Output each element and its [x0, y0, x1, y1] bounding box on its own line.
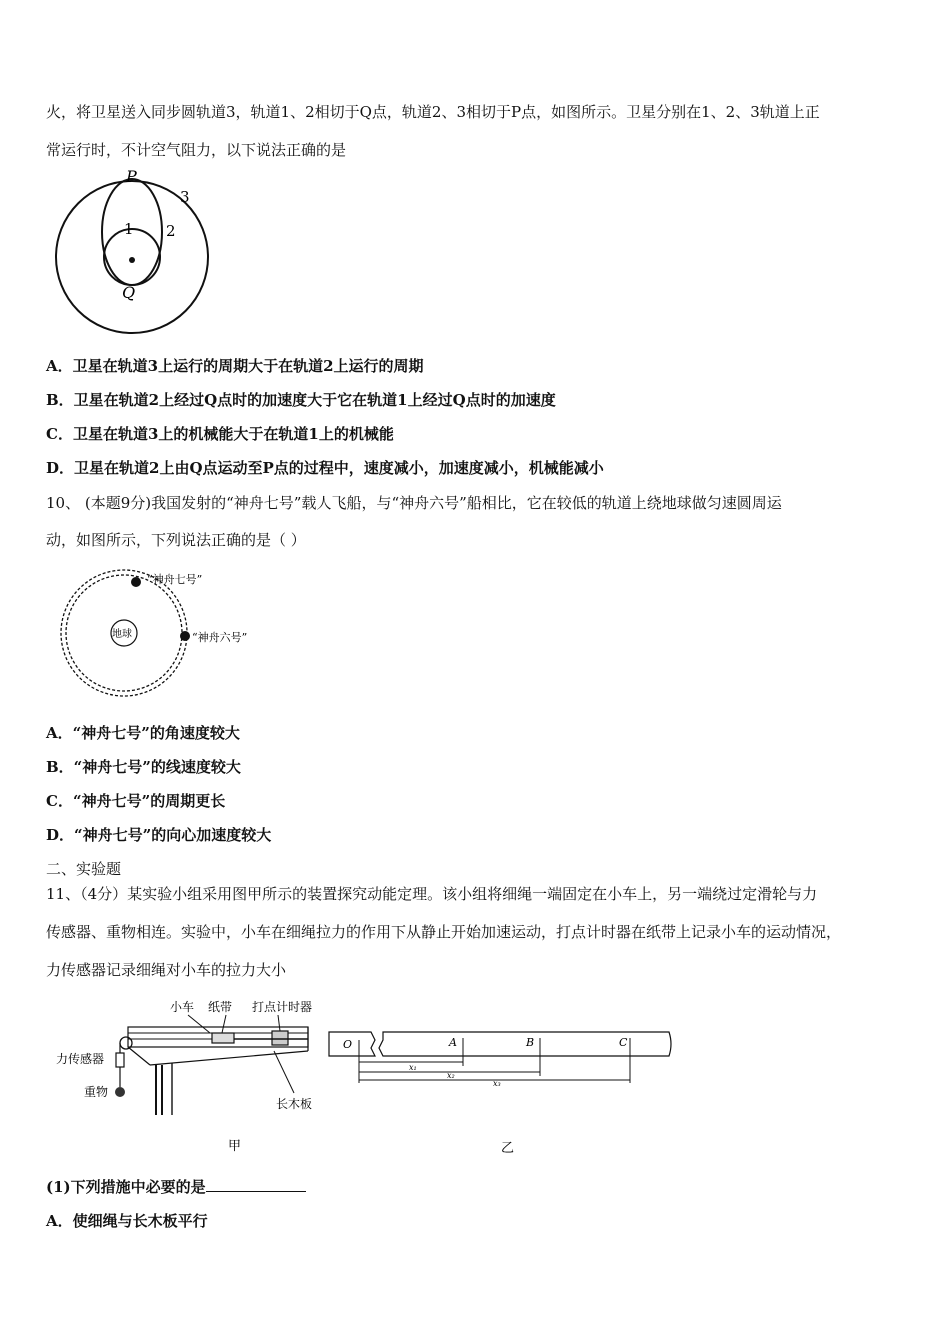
car: [212, 1033, 234, 1043]
timer: [272, 1031, 288, 1045]
sz7-dot: [131, 577, 141, 587]
point-B: B: [526, 1036, 535, 1049]
label-P: P: [126, 170, 137, 186]
q9-stem-line1: 火，将卫星送入同步圆轨道3，轨道1、2相切于Q点，轨道2、3相切于P点，如图所示。卫星分别在1、2、3轨道上正: [46, 103, 820, 121]
tape-figure: [325, 1028, 680, 1158]
label-x1: x₁: [409, 1063, 417, 1072]
earth-label: 地球: [112, 629, 132, 640]
timer-label: 打点计时器: [252, 1000, 313, 1014]
weight: [115, 1087, 125, 1097]
label-x2: x₂: [447, 1071, 455, 1080]
label-3: 3: [180, 188, 190, 206]
force-sensor: [116, 1053, 124, 1067]
q11-stem-line2: 传感器、重物相连。实验中，小车在细绳拉力的作用下从静止开始加速运动，打点计时器在纸带上记录小车的运动情况，: [46, 923, 842, 941]
point-A: A: [449, 1036, 457, 1049]
q11-stem-line1: 11、（4分）某实验小组采用图甲所示的装置探究动能定理。该小组将细绳一端固定在小车上，另一端绕过定滑轮与力: [46, 885, 818, 903]
q9-option-d: D．卫星在轨道2上由Q点运动至P点的过程中，速度减小，加速度减小，机械能减小: [46, 459, 604, 477]
sz6-label: “神舟六号”: [192, 631, 248, 644]
tape-label: 纸带: [208, 1000, 233, 1014]
section-heading: 二、实验题: [46, 860, 122, 878]
car-label: 小车: [170, 1000, 195, 1014]
label-Q: Q: [122, 283, 136, 302]
q9-stem-line2: 常运行时，不计空气阻力，以下说法正确的是: [46, 141, 347, 159]
sensor-label: 力传感器: [56, 1052, 105, 1066]
q9-option-b: B．卫星在轨道2上经过Q点时的加速度大于它在轨道1上经过Q点时的加速度: [46, 391, 556, 409]
point-O: O: [343, 1038, 353, 1051]
orbit-figure: [50, 170, 220, 335]
pulley: [120, 1037, 132, 1049]
q11-sub1-text: (1)下列措施中必要的是: [46, 1178, 206, 1196]
sz7-label: “神舟七号”: [147, 573, 203, 586]
q10-option-c: C．“神舟七号”的周期更长: [46, 792, 226, 810]
q11-sub1: [46, 1177, 306, 1197]
answer-blank[interactable]: [206, 1177, 306, 1192]
q10-option-d: D．“神舟七号”的向心加速度较大: [46, 826, 272, 844]
weight-label: 重物: [84, 1085, 109, 1099]
q11-stem-line3: 力传感器记录细绳对小车的拉力大小: [46, 961, 287, 979]
board-label: 长木板: [276, 1097, 313, 1111]
q10-stem-line1: 10、 (本题9分)我国发射的“神舟七号”载人飞船，与“神舟六号”船相比，它在较低的轨道上绕地球做匀速圆周运: [46, 494, 782, 512]
point-C: C: [619, 1036, 628, 1049]
label-x3: x₃: [493, 1079, 501, 1088]
sz6-dot: [180, 631, 190, 641]
q10-option-a: A．“神舟七号”的角速度较大: [46, 724, 240, 742]
shenzhou-figure: [55, 565, 275, 700]
q10-option-b: B．“神舟七号”的线速度较大: [46, 758, 241, 776]
apparatus-figure: [50, 995, 340, 1160]
q9-option-c: C．卫星在轨道3上的机械能大于在轨道1上的机械能: [46, 425, 394, 443]
label-1: 1: [124, 220, 134, 238]
label-2: 2: [166, 222, 176, 240]
q10-stem-line2: 动，如图所示，下列说法正确的是（ ）: [46, 531, 306, 549]
caption-jia: 甲: [228, 1139, 242, 1154]
q11-sub1-option-a: A．使细绳与长木板平行: [46, 1212, 208, 1230]
q9-option-a: A．卫星在轨道3上运行的周期大于在轨道2上运行的周期: [46, 357, 424, 375]
caption-yi: 乙: [501, 1141, 515, 1156]
earth-dot: [129, 257, 135, 263]
